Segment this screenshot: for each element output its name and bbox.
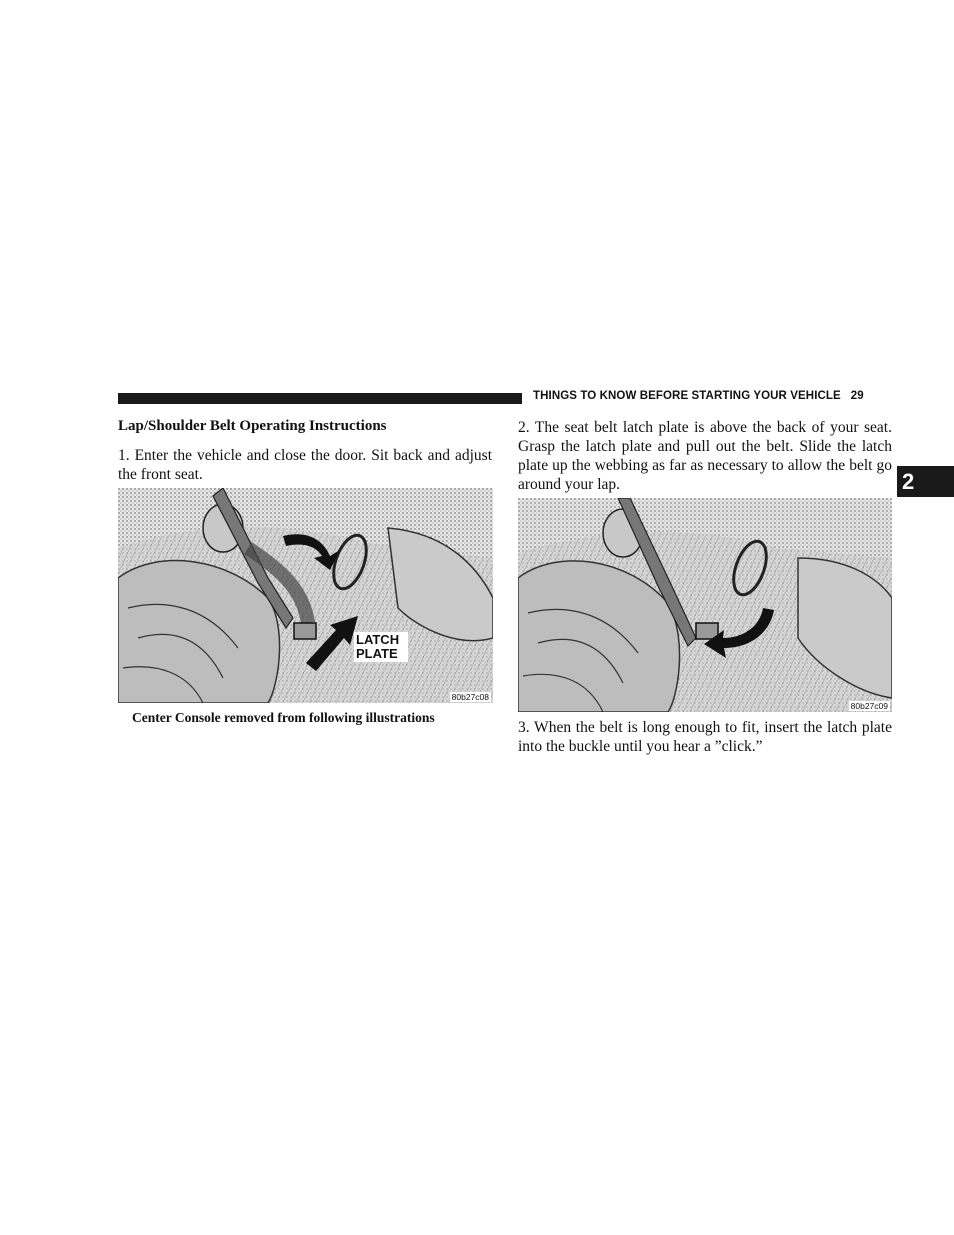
section-heading: Lap/Shoulder Belt Operating Instructions bbox=[118, 418, 387, 434]
figure-caption: Center Console removed from following illustrations bbox=[132, 710, 435, 725]
chapter-tab: 2 bbox=[897, 466, 954, 497]
figure-latch-plate-illustration bbox=[118, 488, 493, 703]
seat-belt-illustration-1 bbox=[118, 488, 493, 703]
figure-pull-belt-illustration bbox=[518, 498, 892, 712]
figure-code: 80b27c09 bbox=[850, 701, 888, 711]
step-3-text: 3. When the belt is long enough to fit, insert the latch plate into the buckle until you hear a ”click.” bbox=[518, 719, 892, 755]
figure-code: 80b27c08 bbox=[451, 692, 489, 702]
seat-belt-illustration-2 bbox=[518, 498, 892, 712]
header-rule bbox=[118, 393, 522, 404]
latch-plate-label: LATCH PLATE bbox=[354, 632, 408, 662]
page-number: 29 bbox=[850, 390, 864, 402]
running-header bbox=[533, 390, 893, 402]
step-1-text: 1. Enter the vehicle and close the door. Sit back and adjust the front seat. bbox=[118, 447, 492, 483]
step-2-text: 2. The seat belt latch plate is above the back of your seat. Grasp the latch plate and pull out the belt. Slide the latch plate up the webbing as far as necessary to allow the belt go around your lap. bbox=[518, 419, 892, 493]
header-title: THINGS TO KNOW BEFORE STARTING YOUR VEHICLE bbox=[533, 390, 841, 402]
